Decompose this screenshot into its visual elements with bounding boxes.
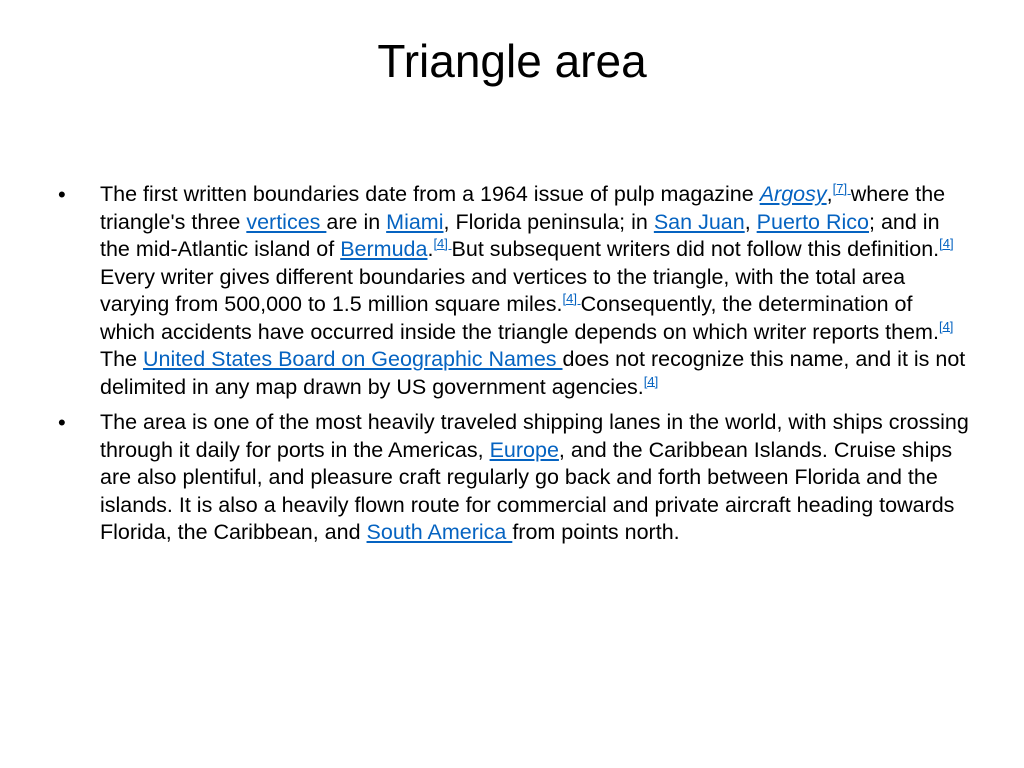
slide-title: Triangle area [377,35,647,87]
body-text: The first written boundaries date from a 1964 issue of pulp magazine [100,182,760,206]
body-text: But subsequent writers did not follow this definition. [451,237,940,261]
link-san-juan[interactable]: San Juan [653,209,745,234]
link-south-america[interactable]: South America [366,520,513,544]
bullet-point: • [58,182,66,207]
citation-link-4[interactable]: [4] [939,235,954,251]
body-text: , and the Caribbean Islands. Cruise ships are also plentiful, and pleasure craft regularly go back and forth between Florida and the islands. It is also a heavily flown route for commercial and private aircraft heading towards Florida, the Caribbean, and [100,437,955,544]
link-miami[interactable]: Miami [386,209,444,234]
body-text: Consequently, the determination of which accidents have occurred inside the triangle depends on which writer reports them. [100,292,939,344]
body-text: ; and in the mid-Atlantic island of [100,209,940,261]
link-europe[interactable]: Europe [489,437,559,462]
bullet-item-shipping-lanes [58,409,970,547]
bullet-list [58,181,970,555]
body-text: are in [326,209,387,234]
citation-link-4[interactable]: [4] [562,290,581,306]
citation-link-4[interactable]: [4] [938,318,954,334]
link-argosy-label: Argosy [759,182,827,206]
body-text: , Florida peninsula; in [443,209,654,234]
body-text: , [826,182,833,206]
body-text: The area is one of the most heavily traveled shipping lanes in the world, with ships crossing through it daily for ports in the Americas, [100,410,969,462]
citation-link-4[interactable]: [4] [643,373,659,389]
link-argosy[interactable] [760,182,827,206]
link-us-board-geographic-names[interactable]: United States Board on Geographic Names [143,347,563,371]
citation-link-7[interactable]: [7] [832,180,851,196]
citation-link-4[interactable]: [4] [433,235,452,251]
body-text: where the triangle's three [100,182,946,234]
link-bermuda[interactable]: Bermuda [340,237,428,261]
link-puerto-rico[interactable]: Puerto Rico [756,209,869,234]
body-text: , [744,209,757,234]
bullet-point: • [58,410,66,435]
body-text: . [427,237,434,261]
body-text: Every writer gives different boundaries and vertices to the triangle, with the total area varying from 500,000 to 1.5 million square miles. [100,264,906,316]
body-text: from points north. [512,520,680,544]
bullet-item-boundaries [58,181,970,401]
link-vertices[interactable]: vertices [246,209,327,234]
body-text: does not recognize this name, and it is not delimited in any map drawn by US government agencies. [100,347,966,399]
body-text: The [100,347,144,371]
